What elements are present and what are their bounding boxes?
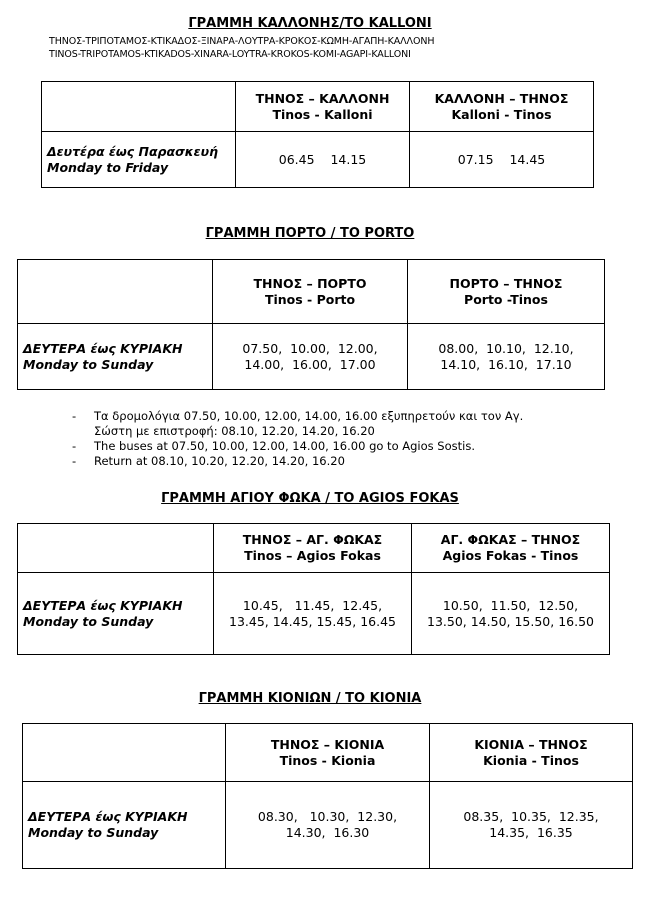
kalloni-col2-header — [410, 82, 594, 132]
fokas-col2-header — [412, 524, 610, 573]
kalloni-title: ΓΡΑΜΜΗ ΚΑΛΛΟΝΗΣ/ΤΟ KALLONI — [188, 16, 432, 31]
porto-times-return — [408, 324, 605, 390]
kionia-times-outbound — [226, 782, 430, 869]
fokas-times-return-line1: 10.50, 11.50, 12.50, — [442, 597, 579, 613]
header-empty-cell — [18, 524, 214, 573]
kionia-times-outbound-line2: 14.30, 16.30 — [285, 825, 370, 840]
fokas-col2-greek: ΑΓ. ΦΩΚΑΣ – ΤΗΝΟΣ — [440, 532, 581, 547]
fokas-title: ΓΡΑΜΜΗ ΑΓΙΟΥ ΦΩΚΑ / ΤΟ AGIOS FOKAS — [161, 491, 459, 506]
porto-title: ΓΡΑΜΜΗ ΠΟΡΤΟ / ΤΟ PORTO — [205, 226, 415, 241]
porto-times-outbound — [213, 324, 408, 390]
kalloni-route-english: TINOS-TRIPOTAMOS-KTIKADOS-XINARA-LOYTRA-KROKOS-KOMI-AGAPI-KALLONI — [49, 49, 411, 60]
kionia-times-outbound-line1: 08.30, 10.30, 12.30, — [257, 809, 398, 824]
header-empty-cell — [23, 724, 226, 782]
fokas-col2-english: Agios Fokas - Tinos — [442, 548, 579, 563]
bullet-dash: - — [72, 454, 77, 468]
porto-note-1-line1: Τα δρομολόγια 07.50, 10.00, 12.00, 14.00, 16.00 εξυπηρετούν και τον Αγ. — [94, 409, 524, 423]
porto-col1-greek: ΤΗΝΟΣ – ΠΟΡΤΟ — [253, 275, 367, 291]
kalloni-times-outbound: 06.45 14.15 — [236, 132, 410, 188]
fokas-times-return-line2: 13.50, 14.50, 15.50, 16.50 — [427, 613, 594, 629]
fokas-times-outbound-line2: 13.45, 14.45, 15.45, 16.45 — [229, 613, 396, 629]
fokas-col1-english: Tinos – Agios Fokas — [244, 548, 381, 563]
kionia-day-greek: ΔΕΥΤΕΡΑ έως ΚΥΡΙΑΚΗ — [28, 809, 188, 824]
porto-times-outbound-line2: 14.00, 16.00, 17.00 — [244, 356, 376, 372]
porto-note-3 — [72, 454, 632, 469]
kionia-col1-header — [226, 724, 430, 782]
kionia-timetable — [22, 723, 633, 869]
bullet-dash: - — [72, 439, 77, 453]
kionia-col2-english: Kionia - Tinos — [483, 752, 579, 768]
porto-col1-english: Tinos - Porto — [264, 291, 356, 307]
kalloni-col2-greek: ΚΑΛΛΟΝΗ – ΤΗΝΟΣ — [434, 90, 569, 106]
kalloni-col1-greek: ΤΗΝΟΣ – ΚΑΛΛΟΝΗ — [255, 90, 390, 106]
kionia-times-return — [430, 782, 633, 869]
porto-times-return-line2: 14.10, 16.10, 17.10 — [440, 356, 572, 372]
porto-times-outbound-line1: 07.50, 10.00, 12.00, — [242, 340, 378, 356]
porto-times-return-line1: 08.00, 10.10, 12.10, — [438, 340, 574, 356]
fokas-times-return — [412, 573, 610, 655]
kalloni-day-greek: Δευτέρα έως Παρασκευή — [47, 143, 218, 159]
porto-note-3-text: Return at 08.10, 10.20, 12.20, 14.20, 16.20 — [94, 454, 345, 468]
fokas-day-english: Monday to Sunday — [23, 613, 154, 629]
fokas-col1-header — [214, 524, 412, 573]
kalloni-day-english: Monday to Friday — [47, 159, 169, 175]
fokas-times-outbound-line1: 10.45, 11.45, 12.45, — [242, 597, 383, 613]
porto-day-greek: ΔΕΥΤΕΡΑ έως ΚΥΡΙΑΚΗ — [23, 340, 183, 356]
porto-note-1-line2: Σώστη με επιστροφή: 08.10, 12.20, 14.20, 16.20 — [94, 424, 375, 438]
fokas-times-outbound — [214, 573, 412, 655]
porto-col2-english: Porto -Tinos — [464, 291, 548, 307]
bullet-dash: - — [72, 409, 77, 423]
kalloni-col1-header — [236, 82, 410, 132]
porto-note-2-text: The buses at 07.50, 10.00, 12.00, 14.00, 16.00 go to Agios Sostis. — [94, 439, 475, 453]
fokas-col1-greek: ΤΗΝΟΣ – ΑΓ. ΦΩΚΑΣ — [242, 532, 383, 547]
header-empty-cell — [42, 82, 236, 132]
kionia-col2-greek: ΚΙΟΝΙΑ – ΤΗΝΟΣ — [474, 736, 588, 752]
kionia-title: ΓΡΑΜΜΗ ΚΙΟΝΙΩΝ / ΤΟ ΚΙΟΝΙΑ — [198, 691, 422, 706]
porto-note-1 — [72, 409, 632, 439]
porto-col2-greek: ΠΟΡΤΟ – ΤΗΝΟΣ — [449, 275, 563, 291]
kionia-col2-header — [430, 724, 633, 782]
porto-col2-header — [408, 260, 605, 324]
kionia-col1-greek: ΤΗΝΟΣ – ΚΙΟΝΙΑ — [270, 736, 385, 752]
kalloni-times-return: 07.15 14.45 — [410, 132, 594, 188]
header-empty-cell — [18, 260, 213, 324]
kalloni-day-cell — [42, 132, 236, 188]
kionia-col1-english: Tinos - Kionia — [279, 752, 376, 768]
porto-col1-header — [213, 260, 408, 324]
porto-notes — [72, 409, 632, 469]
porto-day-cell — [18, 324, 213, 390]
kalloni-col1-english: Tinos - Kalloni — [272, 106, 373, 122]
porto-note-2 — [72, 439, 632, 454]
porto-day-english: Monday to Sunday — [23, 356, 154, 372]
kalloni-col2-english: Kalloni - Tinos — [451, 106, 552, 122]
kionia-day-english: Monday to Sunday — [28, 825, 159, 840]
fokas-day-cell — [18, 573, 214, 655]
kionia-day-cell — [23, 782, 226, 869]
kalloni-route-greek: ΤΗΝΟΣ-ΤΡΙΠΟΤΑΜΟΣ-ΚΤΙΚΑΔΟΣ-ΞΙΝΑΡΑ-ΛΟΥΤΡΑ-ΚΡΟΚΟΣ-ΚΩΜΗ-ΑΓΑΠΗ-ΚΑΛΛΟΝΗ — [49, 36, 435, 47]
porto-timetable — [17, 259, 605, 390]
kionia-times-return-line1: 08.35, 10.35, 12.35, — [463, 809, 599, 824]
fokas-day-greek: ΔΕΥΤΕΡΑ έως ΚΥΡΙΑΚΗ — [23, 597, 183, 613]
kalloni-timetable — [41, 81, 594, 188]
kionia-times-return-line2: 14.35, 16.35 — [489, 825, 573, 840]
fokas-timetable — [17, 523, 610, 655]
